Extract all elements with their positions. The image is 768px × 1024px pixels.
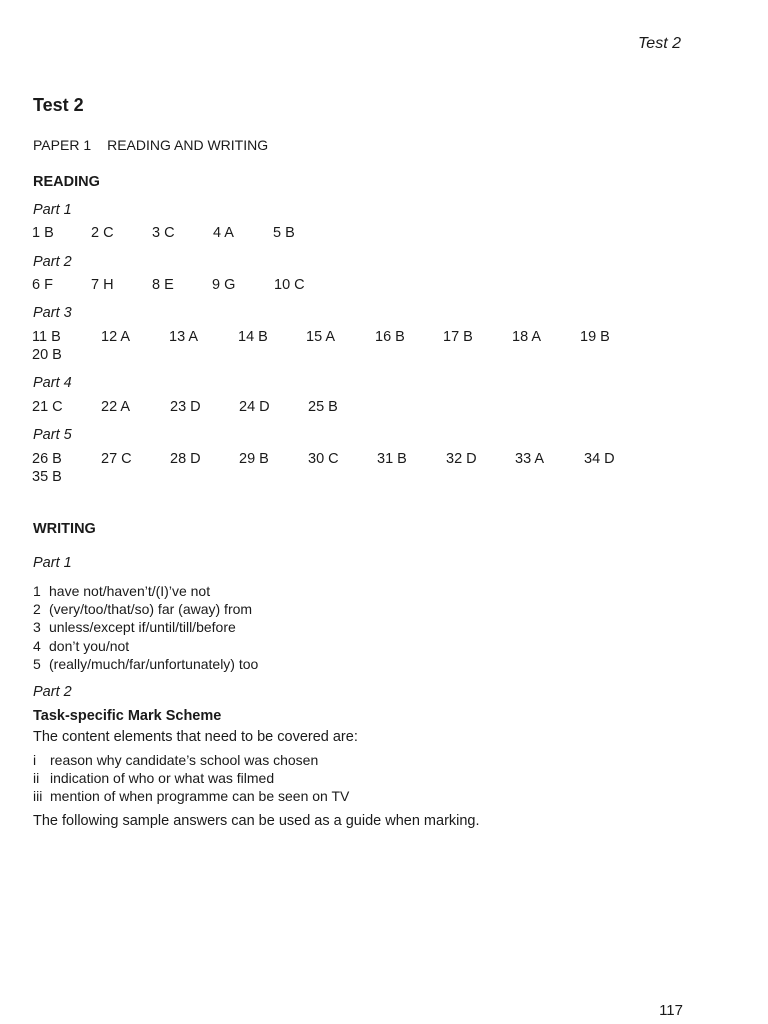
list-item: i reason why candidate’s school was chosen [33,752,319,768]
answer-20: 20 B [32,347,62,363]
answer-22: 22 A [101,399,131,415]
paper-name: READING AND WRITING [107,137,269,153]
content-elements-intro: The content elements that need to be covered are: [33,729,358,745]
answer-25: 25 B [308,399,338,415]
content-elements-list [33,751,349,806]
paper-number: PAPER 1 [33,137,92,153]
list-item: iii mention of when programme can be seen on TV [33,788,350,805]
answer-14: 14 B [238,329,268,345]
writing-part-1-list [33,582,258,673]
list-item: 4 don’t you/not [33,637,130,654]
reading-part-5-label: Part 5 [33,427,72,443]
answer-28: 28 D [170,451,201,467]
page-title: Test 2 [33,95,84,115]
answer-8: 8 E [152,277,174,293]
answer-6: 6 F [32,277,53,293]
list-item: 1 have not/haven’t/(I)’ve not [33,583,211,599]
answer-32: 32 D [446,451,477,467]
answer-34: 34 D [584,451,615,467]
answer-23: 23 D [170,399,201,415]
answer-30: 30 C [308,451,339,467]
answer-4: 4 A [213,225,234,241]
reading-part-2-label: Part 2 [33,254,72,270]
answer-35: 35 B [32,469,62,485]
closing-note: The following sample answers can be used as a guide when marking. [33,813,480,829]
answer-33: 33 A [515,451,545,467]
answer-31: 31 B [377,451,407,467]
writing-part-2-label: Part 2 [33,684,72,700]
list-item: 2 (very/too/that/so) far (away) from [33,601,253,618]
reading-heading: READING [33,174,100,190]
page-number: 117 [659,1002,683,1019]
writing-heading: WRITING [33,521,96,537]
answer-9: 9 G [212,277,236,293]
paper-heading [33,137,268,153]
reading-part-3-label: Part 3 [33,305,72,321]
answer-2: 2 C [91,225,114,241]
answer-12: 12 A [101,329,131,345]
answer-7: 7 H [91,277,114,293]
answer-24: 24 D [239,399,270,415]
answer-21: 21 C [32,399,63,415]
answer-11: 11 B [32,329,61,345]
answer-27: 27 C [101,451,132,467]
writing-part-1-label: Part 1 [33,555,72,571]
answer-1: 1 B [32,225,54,241]
answer-3: 3 C [152,225,175,241]
running-head: Test 2 [638,35,681,52]
answer-13: 13 A [169,329,199,345]
list-item: ii indication of who or what was filmed [33,770,275,787]
answer-15: 15 A [306,329,336,345]
mark-scheme-heading: Task-specific Mark Scheme [33,708,222,724]
reading-part-1-label: Part 1 [33,202,72,218]
answer-26: 26 B [32,451,62,467]
answer-29: 29 B [239,451,269,467]
answer-5: 5 B [273,225,295,241]
answer-10: 10 C [274,277,305,293]
list-item: 5 (really/much/far/unfortunately) too [33,655,259,672]
answer-19: 19 B [580,329,610,345]
reading-part-4-label: Part 4 [33,375,72,391]
answer-18: 18 A [512,329,542,345]
answer-16: 16 B [375,329,405,345]
list-item: 3 unless/except if/until/till/before [33,619,236,636]
answer-17: 17 B [443,329,473,345]
